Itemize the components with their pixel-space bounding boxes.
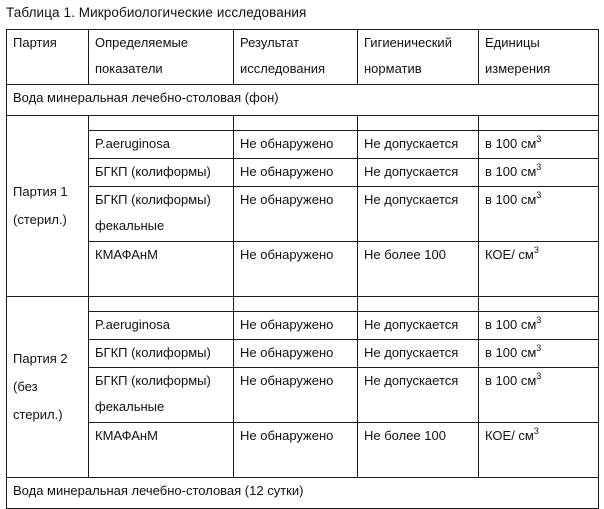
result-cell: Не обнаружено (234, 340, 358, 368)
section-row-day12 (7, 478, 599, 509)
unit-cell: в 100 $см^3$ (479, 131, 599, 159)
table-row (7, 297, 599, 312)
result-cell: Не обнаружено (234, 368, 358, 423)
norm-cell: Не более 100 (358, 242, 479, 297)
norm-cell: Не допускается (358, 159, 479, 187)
header-indicators: Определяемые показатели (89, 30, 234, 85)
indicator-cell: КМАФАнМ (89, 242, 234, 297)
unit-cell: в 100 $см^3$ (479, 368, 599, 423)
section-row-background (7, 85, 599, 116)
table-caption: Таблица 1. Микробиологические исследования (6, 5, 307, 20)
indicator-cell: БГКП (колиформы) (89, 159, 234, 187)
unit-cell: в 100 $см^3$ (479, 159, 599, 187)
norm-cell: Не допускается (358, 368, 479, 423)
norm-cell: Не более 100 (358, 423, 479, 478)
unit-cell: в 100 $см^3$ (479, 340, 599, 368)
header-norm: Гигиенический норматив (358, 30, 479, 85)
unit-cell: в 100 $см^3$ (479, 312, 599, 340)
norm-cell: Не допускается (358, 312, 479, 340)
table-row (7, 187, 599, 242)
batch1-label: Партия 1 (стерил.) (7, 116, 89, 297)
header-row (7, 30, 599, 85)
indicator-cell: P.aeruginosa (89, 312, 234, 340)
table-row (7, 368, 599, 423)
table-row (7, 340, 599, 368)
result-cell: Не обнаружено (234, 159, 358, 187)
result-cell: Не обнаружено (234, 312, 358, 340)
table-row (7, 423, 599, 478)
norm-cell: Не допускается (358, 187, 479, 242)
result-cell: Не обнаружено (234, 187, 358, 242)
result-cell: Не обнаружено (234, 131, 358, 159)
table-row (7, 131, 599, 159)
indicator-cell: БГКП (колиформы) фекальные (89, 368, 234, 423)
microbiology-table (6, 29, 599, 509)
header-result: Результат исследования (234, 30, 358, 85)
header-batch: Партия (7, 30, 89, 85)
indicator-cell: КМАФАнМ (89, 423, 234, 478)
norm-cell: Не допускается (358, 340, 479, 368)
unit-cell: КОЕ/ $см^3$ (479, 242, 599, 297)
indicator-cell: БГКП (колиформы) фекальные (89, 187, 234, 242)
norm-cell: Не допускается (358, 131, 479, 159)
indicator-cell: БГКП (колиформы) (89, 340, 234, 368)
table-row (7, 116, 599, 131)
unit-cell: КОЕ/ $см^3$ (479, 423, 599, 478)
indicator-cell: P.aeruginosa (89, 131, 234, 159)
header-units: Единицы измерения (479, 30, 599, 85)
table-row (7, 312, 599, 340)
table-row (7, 242, 599, 297)
section-title-background: Вода минеральная лечебно-столовая (фон) (7, 85, 599, 116)
section-title-day12: Вода минеральная лечебно-столовая (12 сутки) (7, 478, 599, 509)
unit-cell: в 100 $см^3$ (479, 187, 599, 242)
result-cell: Не обнаружено (234, 423, 358, 478)
result-cell: Не обнаружено (234, 242, 358, 297)
batch2-label: Партия 2 (без стерил.) (7, 297, 89, 478)
table-row (7, 159, 599, 187)
